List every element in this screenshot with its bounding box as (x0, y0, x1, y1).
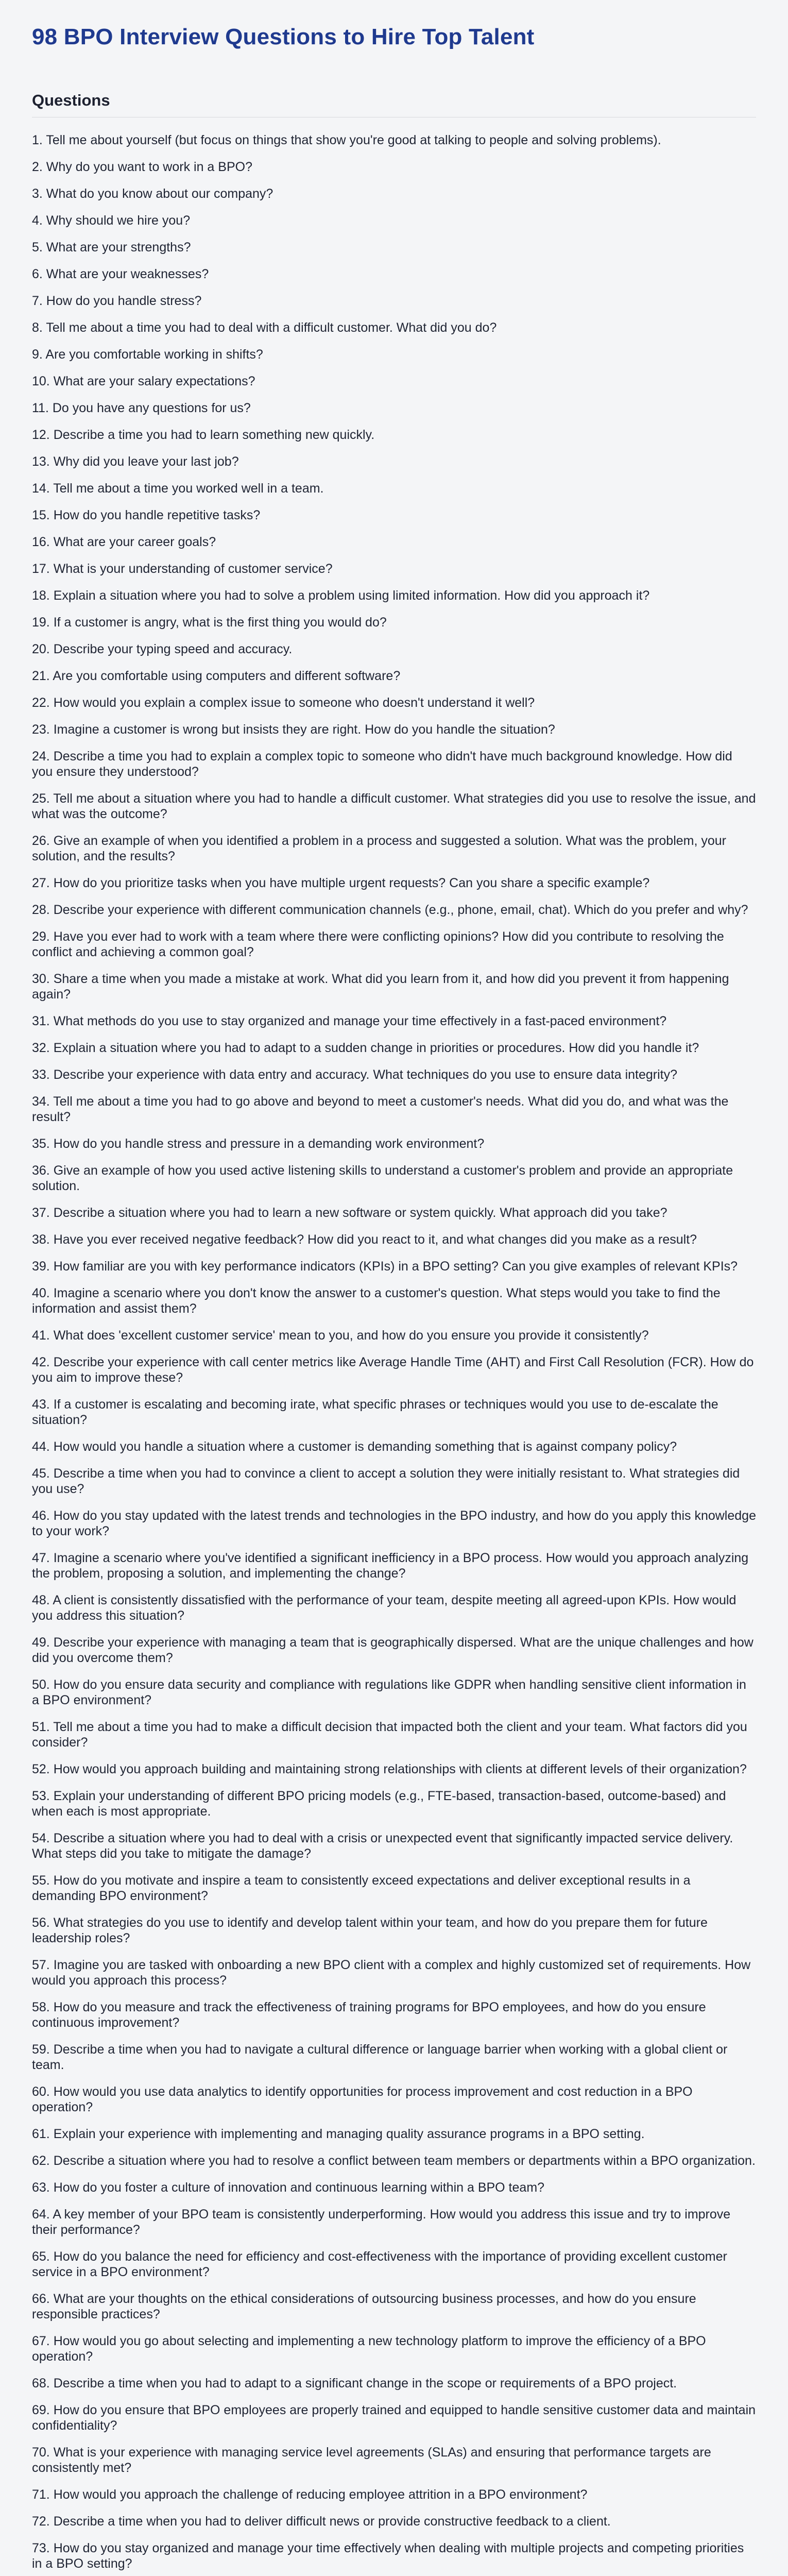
question-item: 6. What are your weaknesses? (32, 266, 209, 281)
question-item: 64. A key member of your BPO team is consistently underperforming. How would you address this issue and try to improve their performance? (32, 2207, 731, 2237)
question-item: 23. Imagine a customer is wrong but insists they are right. How do you handle the situation? (32, 722, 555, 737)
question-item: 24. Describe a time you had to explain a complex topic to someone who didn't have much background knowledge. How did you ensure they understood? (32, 749, 732, 779)
question-item: 45. Describe a time when you had to convince a client to accept a solution they were initially resistant to. What strategies did you use? (32, 1466, 740, 1496)
question-item: 18. Explain a situation where you had to solve a problem using limited information. How did you approach it? (32, 588, 650, 603)
question-item: 26. Give an example of when you identified a problem in a process and suggested a solution. What was the problem, your solution, and the results? (32, 833, 726, 863)
question-item: 34. Tell me about a time you had to go above and beyond to meet a customer's needs. What did you do, and what was the result? (32, 1094, 729, 1124)
question-item: 8. Tell me about a time you had to deal with a difficult customer. What did you do? (32, 320, 497, 335)
question-item: 5. What are your strengths? (32, 240, 191, 255)
page-title: 98 BPO Interview Questions to Hire Top Talent (32, 24, 535, 49)
question-item: 31. What methods do you use to stay organized and manage your time effectively in a fast-paced environment? (32, 1013, 667, 1028)
question-item: 71. How would you approach the challenge of reducing employee attrition in a BPO environment? (32, 2487, 588, 2502)
question-item: 7. How do you handle stress? (32, 293, 202, 308)
question-item: 54. Describe a situation where you had to deal with a crisis or unexpected event that significantly impacted service delivery. What steps did you take to mitigate the damage? (32, 1831, 733, 1861)
question-item: 12. Describe a time you had to learn something new quickly. (32, 427, 375, 442)
question-item: 41. What does 'excellent customer service' mean to you, and how do you ensure you provide it consistently? (32, 1328, 649, 1343)
question-item: 59. Describe a time when you had to navigate a cultural difference or language barrier when working with a global client or team. (32, 2042, 728, 2072)
questions-section (32, 91, 756, 2576)
question-item: 25. Tell me about a situation where you had to handle a difficult customer. What strategies did you use to resolve the issue, and what was the outcome? (32, 791, 756, 821)
question-item: 14. Tell me about a time you worked well in a team. (32, 481, 324, 496)
question-item: 1. Tell me about yourself (but focus on things that show you're good at talking to people and solving problems). (32, 132, 661, 147)
question-item: 42. Describe your experience with call center metrics like Average Handle Time (AHT) and First Call Resolution (FCR). How do you aim to improve these? (32, 1354, 754, 1385)
question-item: 56. What strategies do you use to identify and develop talent within your team, and how do you prepare them for future leadership roles? (32, 1915, 708, 1945)
question-item: 16. What are your career goals? (32, 534, 216, 549)
section-heading: Questions (32, 91, 756, 117)
question-item: 29. Have you ever had to work with a team where there were conflicting opinions? How did you contribute to resolving the conflict and achieving a common goal? (32, 929, 724, 959)
question-item: 20. Describe your typing speed and accuracy. (32, 641, 293, 656)
question-item: 11. Do you have any questions for us? (32, 400, 251, 415)
question-item: 32. Explain a situation where you had to adapt to a sudden change in priorities or procedures. How did you handle it? (32, 1040, 699, 1055)
question-item: 61. Explain your experience with implementing and managing quality assurance programs in a BPO setting. (32, 2126, 645, 2141)
question-item: 49. Describe your experience with managing a team that is geographically dispersed. What are the unique challenges and how did you overcome them? (32, 1635, 753, 1665)
question-item: 47. Imagine a scenario where you've identified a significant inefficiency in a BPO process. How would you approach analyzing the problem, proposing a solution, and implementing the change? (32, 1550, 749, 1581)
question-item: 73. How do you stay organized and manage your time effectively when dealing with multiple projects and competing priorities in a BPO setting? (32, 2540, 744, 2571)
question-item: 17. What is your understanding of customer service? (32, 561, 333, 576)
question-item: 21. Are you comfortable using computers and different software? (32, 668, 401, 683)
question-item: 39. How familiar are you with key performance indicators (KPIs) in a BPO setting? Can you give examples of relevant KPIs? (32, 1259, 738, 1274)
question-item: 36. Give an example of how you used active listening skills to understand a customer's problem and provide an appropriate solution. (32, 1163, 733, 1193)
question-item: 58. How do you measure and track the effectiveness of training programs for BPO employees, and how do you ensure continuous improvement? (32, 1999, 706, 2030)
question-item: 27. How do you prioritize tasks when you have multiple urgent requests? Can you share a specific example? (32, 875, 650, 890)
question-item: 4. Why should we hire you? (32, 213, 191, 228)
question-item: 40. Imagine a scenario where you don't know the answer to a customer's question. What steps would you take to find the information and assist them? (32, 1285, 721, 1316)
question-item: 55. How do you motivate and inspire a team to consistently exceed expectations and deliver exceptional results in a demanding BPO environment? (32, 1873, 691, 1903)
question-item: 30. Share a time when you made a mistake at work. What did you learn from it, and how did you prevent it from happening again? (32, 971, 729, 1002)
question-item: 52. How would you approach building and maintaining strong relationships with clients at different levels of their organization? (32, 1761, 747, 1776)
question-item: 33. Describe your experience with data entry and accuracy. What techniques do you use to ensure data integrity? (32, 1067, 678, 1082)
question-item: 37. Describe a situation where you had to learn a new software or system quickly. What approach did you take? (32, 1205, 667, 1220)
question-item: 69. How do you ensure that BPO employees are properly trained and equipped to handle sensitive customer data and maintain confidentiality? (32, 2402, 756, 2433)
question-item: 44. How would you handle a situation where a customer is demanding something that is against company policy? (32, 1439, 677, 1454)
question-list (32, 127, 756, 2576)
question-item: 13. Why did you leave your last job? (32, 454, 239, 469)
question-item: 22. How would you explain a complex issue to someone who doesn't understand it well? (32, 695, 535, 710)
question-item: 10. What are your salary expectations? (32, 374, 255, 388)
question-item: 43. If a customer is escalating and becoming irate, what specific phrases or techniques would you use to de-escalate the situation? (32, 1397, 718, 1427)
question-item: 46. How do you stay updated with the latest trends and technologies in the BPO industry, and how do you apply this knowledge to your work? (32, 1508, 756, 1538)
question-item: 67. How would you go about selecting and implementing a new technology platform to improve the efficiency of a BPO operation? (32, 2333, 706, 2364)
question-item: 35. How do you handle stress and pressure in a demanding work environment? (32, 1136, 485, 1151)
question-item: 72. Describe a time when you had to deliver difficult news or provide constructive feedback to a client. (32, 2514, 611, 2529)
question-item: 19. If a customer is angry, what is the first thing you would do? (32, 615, 387, 630)
question-item: 15. How do you handle repetitive tasks? (32, 507, 261, 522)
question-item: 57. Imagine you are tasked with onboarding a new BPO client with a complex and highly customized set of requirements. How would you approach this process? (32, 1957, 751, 1988)
question-item: 62. Describe a situation where you had to resolve a conflict between team members or departments within a BPO organization. (32, 2153, 756, 2168)
question-item: 51. Tell me about a time you had to make a difficult decision that impacted both the client and your team. What factors did you consider? (32, 1719, 747, 1750)
question-item: 53. Explain your understanding of different BPO pricing models (e.g., FTE-based, transaction-based, outcome-based) and when each is most appropriate. (32, 1788, 726, 1819)
question-item: 3. What do you know about our company? (32, 186, 273, 201)
question-item: 48. A client is consistently dissatisfied with the performance of your team, despite meeting all agreed-upon KPIs. How would you address this situation? (32, 1592, 736, 1623)
question-item: 68. Describe a time when you had to adapt to a significant change in the scope or requirements of a BPO project. (32, 2376, 677, 2391)
question-item: 2. Why do you want to work in a BPO? (32, 159, 252, 174)
question-item: 70. What is your experience with managing service level agreements (SLAs) and ensuring that performance targets are consistently met? (32, 2445, 711, 2475)
question-item: 38. Have you ever received negative feedback? How did you react to it, and what changes did you make as a result? (32, 1232, 697, 1247)
question-item: 63. How do you foster a culture of innovation and continuous learning within a BPO team? (32, 2180, 545, 2195)
question-item: 9. Are you comfortable working in shifts? (32, 347, 263, 362)
question-item: 50. How do you ensure data security and compliance with regulations like GDPR when handling sensitive client information in a BPO environment? (32, 1677, 746, 1707)
question-item: 28. Describe your experience with different communication channels (e.g., phone, email, chat). Which do you prefer and why? (32, 902, 748, 917)
question-item: 66. What are your thoughts on the ethical considerations of outsourcing business processes, and how do you ensure responsible practices? (32, 2291, 696, 2321)
question-item: 65. How do you balance the need for efficiency and cost-effectiveness with the importance of providing excellent customer service in a BPO environment? (32, 2249, 727, 2279)
question-item: 60. How would you use data analytics to identify opportunities for process improvement and cost reduction in a BPO operation? (32, 2084, 693, 2114)
